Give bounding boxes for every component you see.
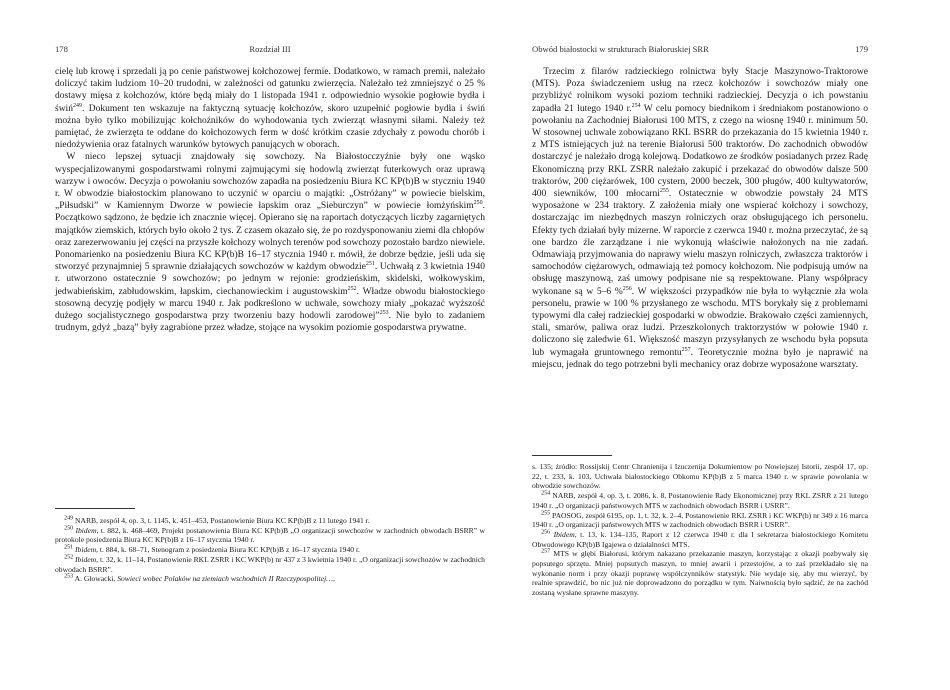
right-page-header [532, 44, 868, 58]
footnote-ref: 252 [347, 285, 357, 292]
footnote: $^{255}$ PAOSOG, zespół 6195, op. 1, t. 32, k. 2–4, Postanowienie RKL ZSRR i KC WKP(b) nr 349 z 16 marca 1940 r. „O organizacji państwowych MTS w zachodnich obwodach BSRR i USRR”. [532, 509, 868, 530]
footnote-ref: 249 [72, 102, 82, 109]
running-head: Rozdział III [249, 44, 291, 54]
footnote-ref: 257 [681, 346, 691, 353]
footnote-ref: 254 [631, 102, 641, 109]
footnote-rule [532, 455, 612, 456]
paragraph: W nieco lepszej sytuacji znajdowały się sowchozy. Na Białostocczyźnie były one wąsko wyspecjalizowanymi gospodarstwami rolnymi zajmującymi się hodowlą zwierząt futerkowych oraz uprawą warzyw i owoców. Decyzja o powołaniu sowchozów zapadła na posiedzeniu Biura KC KP(b)B w styczniu 1940 r. W obwodzie białostockim planowano to uczynić w oparciu o majątki: „Ostróżany” w powiecie bielskim, „Piłsudski” w Kamiennym Dworze w powiecie łapskim oraz „Sieburczyn” w powiecie łomżyńskim$^{250}$. Początkowo sądzono, że będzie ich znacznie więcej. Opierano się na raportach dotyczących liczby zagarniętych majątków ziemskich, których było około 2 tys. Z czasem okazało się, że po rozdysponowaniu ziemi dla chłopów oraz zarezerwowaniu jej części na przyszłe kołchozy wolnych terenów pod sowchozy pozostało bardzo niewiele. Ponomarienko na posiedzeniu Biura KC KP(b)B 16–17 stycznia 1940 r. mówił, że dobrze będzie, jeśli uda się stworzyć przynajmniej 5 sprawnie działających sowchozów w każdym obwodzie$^{251}$. Uchwałą z 3 kwietnia 1940 r. utworzono ostatecznie 9 sowchozów; po jednym w rejonie: grodzieńskim, skidelski, wołkowyskim, jedwabieńskim, zabłudowskim, łapskim, ciechanowieckim i augustowskim$^{252}$. Władze obwodu białostockiego stosowną decyzję podjęły w marcu 1940 r. Jak podkreślono w uchwale, sowchozy miały „pokazać wyższość dużego socjalistycznego gospodarstwa przy tworzeniu bazy hodowli zarodowej”$^{253}$. Nie było to zadaniem trudnym, gdyż „bazą” były zagrabione przez władze, stojące na wysokim poziomie gospodarstwa prywatne. [55, 152, 485, 334]
running-head: Obwód białostocki w strukturach Białoruskiej SRR [532, 44, 709, 54]
footnote: s. 135; źródło: Rossijskij Centr Chranienija i Izuczenija Dokumientow po Nowiejszej Istorii, zespół 17, op. 22, t. 233, k. 103, Uchwała białostockiego Obkomu KP(b)B z 5 marca 1940 r. w sprawie powołania w obwodzie sowchozów. [532, 462, 868, 491]
left-footnotes [55, 516, 485, 584]
footnote-ref: 250 [473, 200, 483, 207]
page-number: 179 [855, 44, 868, 54]
footnote-rule [55, 508, 135, 509]
left-body-text [55, 66, 485, 334]
footnote-ref: 251 [365, 261, 375, 268]
footnote: $^{252}$ Ibidem, t. 32, k. 11–14, Postanowienie RKL ZSRR i KC WKP(b) nr 437 z 3 kwietnia 1940 r. „O organizacji sowchozów w zachodnich obwodach BSRR”. [55, 554, 485, 574]
footnote: $^{256}$ Ibidem, t. 13, k. 134–135, Raport z 12 czerwca 1940 r. dla I sekretarza białostockiego Komitetu Obwodowego KP(b)B Igajewa o działalności MTS. [532, 529, 868, 549]
footnote: $^{250}$ Ibidem, t. 882, k. 468–469, Projekt postanowienia Biura KC KP(b)B „O organizacji sowchozów w zachodnich obwodach BSRR” w protokole posiedzenia Biura KC KP(b)B z 16–17 stycznia 1940 r. [55, 525, 485, 545]
footnote: $^{249}$ NARB, zespół 4, op. 3, t. 1145, k. 451–453, Postanowienie Biura KC KP(b)B z 11 lutego 1941 r. [64, 515, 370, 525]
page-number: 178 [55, 44, 68, 54]
footnote-ref: 253 [379, 309, 389, 316]
footnote: $^{254}$ NARB, zespół 4, op. 3, t. 2086, k. 8, Postanowienie Rady Ekonomicznej przy RKL ZSRR z 21 lutego 1940 r. „O organizacji państwowych MTS w zachodnich obwodach BSRR i USRR”. [532, 490, 868, 510]
right-footnotes [532, 462, 868, 598]
paragraph: cielę lub krowę i sprzedali ją po cenie państwowej kołchozowej fermie. Dodatkowo, w ramach premii, należało doliczyć takim ludziom 10–20 trudodni, w zależności od gatunku zwierzęcia. Należało też zmniejszyć o 25 % dostawy mięsa z kołchozów, które będą miały do 1 listopada 1941 r. odpowiednio wysokie pogłowie bydła i świń$^{249}$. Dokument ten wskazuje na faktyczną sytuację kołchozów, skoro uzupełnić pogłowie bydła i świń można było tylko mobilizując kołchoźników do wyhodowania tych zwierząt własnymi siłami. Należy też pamiętać, że zwierzęta te oddane do kołchozowych ferm w dość krótkim czasie zdychały z powodu chorób i niedożywienia oraz fatalnych warunków bytowych panujących w oborach. [55, 67, 485, 151]
footnote: $^{257}$ MTS w głębi Białorusi, którym nakazano przekazanie maszyn, korzystając z okazji pozbywały się popsutego sprzętu. Mniej popsutych maszyn, to mniej awarii i przestojów, a to zaś przekładało się na wykonanie norm i przy okazji poprawę współczynników statystyk. Nie wydaje się, aby mu wierzyć, by realnie sprawdzić, bo nic już nie doprowadzono do porządku w tym. Naiwnością było sądzić, że na zachód zostaną wysłane sprawne maszyny. [532, 548, 869, 598]
footnote-ref: 256 [622, 285, 632, 292]
paragraph: Trzecim z filarów radzieckiego rolnictwa były Stacje Maszynowo-Traktorowe (MTS). Poza świadczeniem usług na rzecz kołchozów i sowchozów miały one przybliżyć rolnikom wysoki poziom techniki radzieckiej. Decyzja o ich powstaniu zapadła 21 lutego 1940 r.$^{254}$ W celu pomocy biednikom i średniakom postanowiono o powołaniu na Zachodniej Białorusi 100 MTS, z czego na wiosnę 1940 r. minimum 50. W stosownej uchwale zobowiązano RKL BSRR do przekazania do 15 kwietnia 1940 r. z MTS istniejących już na terenie Białorusi 500 traktorów. Do zachodnich obwodów dostarczyć je należało drogą kolejową. Dodatkowo ze środków posiadanych przez Radę Ekonomiczną przy RKL ZSRR należało zakupić i przekazać do obwodów dalsze 500 traktorów, 200 ciężarówek, 100 cystern, 2000 beczek, 300 pługów, 400 kultywatorów, 400 siewników, 100 młocarni$^{255}$. Ostatecznie w obwodzie powstały 24 MTS wyposażone w 234 traktory. Z założenia miały one wspierać kołchozy i sowchozy, dostarczając im niezbędnych maszyn rolniczych oraz obsługującego ich personelu. Efekty tych działań były mizerne. W raporcie z czerwca 1940 r. można przeczytać, że są one bardzo źle zarządzane i nie wykonują właściwie nałożonych na nie zadań. Odmawiają przyjmowania do naprawy wielu maszyn rolniczych, zwłaszcza traktorów i samochodów ciężarowych, odmawiają też pomocy kołchozom. Nie podpisują umów na obsługę maszynową, zaś umowy podpisane nie są respektowane. Plany współpracy wykonane są w 5–6 %$^{256}$. W większości przypadków nie była to wyłącznie zła wola personelu, prawie w 100 % przysłanego ze wschodu. MTS borykały się z problemami typowymi dla całej radzieckiej gospodarki w obwodzie. Brakowało części zamiennych, stali, smarów, paliwa oraz ludzi. Przeszkolonych traktorzystów w połowie 1940 r. doliczono się zaledwie 61. Większość maszyn przysyłanych ze wschodu była popsuta lub wymagała gruntownego remontu$^{257}$. Teoretycznie można było je naprawić na miejscu, jednak do tego potrzebni byli mechanicy oraz dobrze wyposażone warsztaty. [532, 67, 868, 370]
footnote-ref: 255 [659, 187, 669, 194]
left-page-header [55, 44, 485, 58]
footnote: $^{251}$ Ibidem, t. 884, k. 68–71, Stenogram z posiedzenia Biura KC KP(b)B z 16–17 stycznia 1940 r. [64, 544, 360, 555]
right-body-text [532, 66, 868, 371]
footnote: $^{253}$ A. Głowacki, Sowieci wobec Polaków na ziemiach wschodnich II Rzeczypospolitej…, [64, 573, 335, 584]
